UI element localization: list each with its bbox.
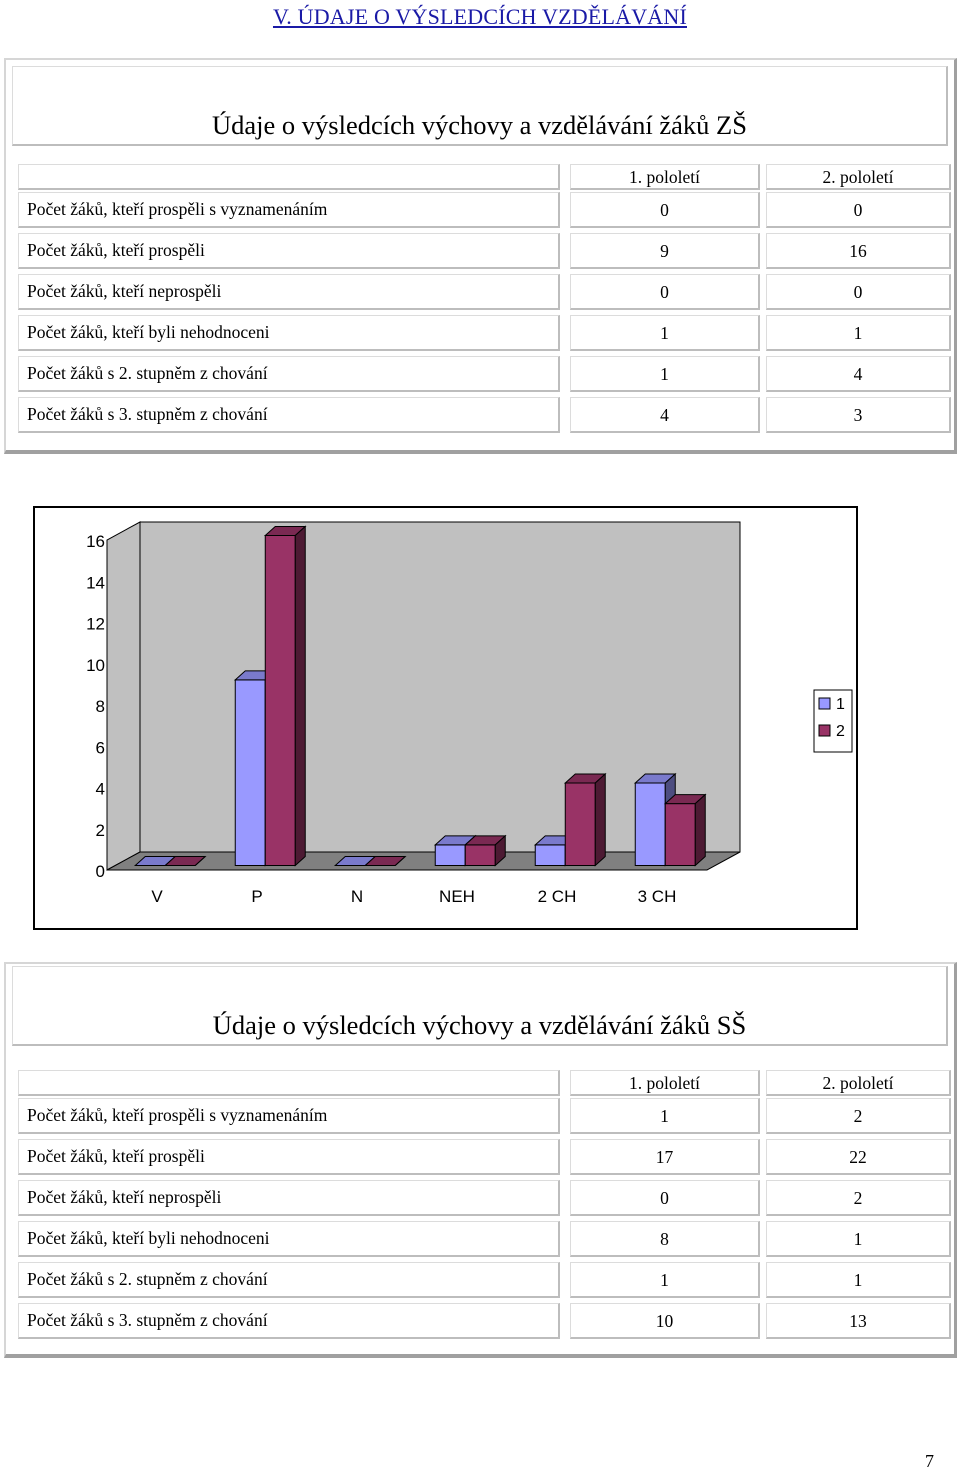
row-value-semester-1: 0 bbox=[570, 1180, 760, 1216]
y-tick-label: 2 bbox=[95, 820, 105, 840]
row-value-semester-2: 1 bbox=[766, 1221, 951, 1257]
row-value-semester-2: 1 bbox=[766, 315, 951, 351]
row-label: Počet žáků s 2. stupněm z chování bbox=[18, 1262, 560, 1298]
row-value-semester-1: 0 bbox=[570, 274, 760, 310]
row-value-semester-1: 4 bbox=[570, 397, 760, 433]
table-row bbox=[6, 356, 954, 396]
y-tick-label: 4 bbox=[95, 779, 105, 799]
table-row bbox=[6, 1139, 954, 1179]
row-label: Počet žáků, kteří byli nehodnoceni bbox=[18, 315, 560, 351]
bar-front bbox=[565, 783, 595, 866]
row-label: Počet žáků, kteří neprospěli bbox=[18, 1180, 560, 1216]
header-semester-2: 2. pololetí bbox=[766, 164, 951, 190]
x-category-label: N bbox=[350, 887, 364, 906]
row-label: Počet žáků, kteří prospěli bbox=[18, 233, 560, 269]
results-table-ss bbox=[4, 962, 957, 1358]
table-title: Údaje o výsledcích výchovy a vzdělávání žáků SŠ bbox=[12, 966, 948, 1046]
bar-front bbox=[435, 845, 465, 866]
row-value-semester-2: 2 bbox=[766, 1180, 951, 1216]
row-value-semester-1: 1 bbox=[570, 356, 760, 392]
row-label: Počet žáků, kteří neprospěli bbox=[18, 274, 560, 310]
row-value-semester-1: 17 bbox=[570, 1139, 760, 1175]
results-bar-chart bbox=[33, 506, 858, 930]
table-row bbox=[6, 1262, 954, 1302]
bar-side bbox=[295, 527, 305, 866]
bar-front bbox=[665, 804, 695, 866]
legend-label: 1 bbox=[836, 696, 845, 713]
row-value-semester-1: 1 bbox=[570, 1262, 760, 1298]
row-value-semester-1: 9 bbox=[570, 233, 760, 269]
header-label-cell bbox=[18, 1070, 560, 1096]
table-row bbox=[6, 274, 954, 314]
row-label: Počet žáků s 3. stupněm z chování bbox=[18, 397, 560, 433]
row-value-semester-1: 1 bbox=[570, 1098, 760, 1134]
row-value-semester-1: 1 bbox=[570, 315, 760, 351]
bar-front bbox=[635, 783, 665, 866]
row-value-semester-2: 13 bbox=[766, 1303, 951, 1339]
bar-front bbox=[265, 536, 295, 866]
y-tick-label: 10 bbox=[86, 655, 105, 675]
row-value-semester-2: 16 bbox=[766, 233, 951, 269]
y-tick-label: 16 bbox=[86, 532, 105, 551]
header-semester-1: 1. pololetí bbox=[570, 1070, 760, 1096]
table-row bbox=[6, 1180, 954, 1220]
y-tick-label: 0 bbox=[95, 862, 105, 881]
x-category-label: 2 CH bbox=[537, 887, 577, 906]
row-value-semester-1: 10 bbox=[570, 1303, 760, 1339]
legend-swatch bbox=[819, 725, 830, 736]
page-number: 7 bbox=[925, 1451, 934, 1471]
y-tick-label: 8 bbox=[95, 697, 105, 716]
row-label: Počet žáků, kteří prospěli s vyznamenáním bbox=[18, 1098, 560, 1134]
row-value-semester-2: 3 bbox=[766, 397, 951, 433]
y-tick-label: 14 bbox=[86, 573, 105, 593]
row-label: Počet žáků, kteří prospěli s vyznamenáním bbox=[18, 192, 560, 228]
bar-series-2-2-CH bbox=[565, 774, 605, 866]
section-heading: V. ÚDAJE O VÝSLEDCÍCH VZDĚLÁVÁNÍ bbox=[272, 4, 687, 29]
chart-side-wall bbox=[107, 522, 140, 870]
table-row bbox=[6, 1221, 954, 1261]
x-category-label: P bbox=[251, 887, 263, 906]
header-semester-2: 2. pololetí bbox=[766, 1070, 951, 1096]
row-label: Počet žáků, kteří byli nehodnoceni bbox=[18, 1221, 560, 1257]
bar-side bbox=[695, 795, 705, 866]
table-row bbox=[6, 315, 954, 355]
table-row bbox=[6, 397, 954, 437]
table-title: Údaje o výsledcích výchovy a vzdělávání žáků ZŠ bbox=[12, 66, 948, 146]
row-value-semester-2: 22 bbox=[766, 1139, 951, 1175]
chart-canvas bbox=[35, 508, 856, 928]
row-value-semester-2: 4 bbox=[766, 356, 951, 392]
header-semester-1: 1. pololetí bbox=[570, 164, 760, 190]
table-row bbox=[6, 192, 954, 232]
row-value-semester-1: 8 bbox=[570, 1221, 760, 1257]
bar-series-2-P bbox=[265, 527, 305, 866]
row-value-semester-2: 0 bbox=[766, 192, 951, 228]
y-tick-label: 12 bbox=[86, 614, 105, 634]
bar-side bbox=[595, 774, 605, 866]
header-label-cell bbox=[18, 164, 560, 190]
row-value-semester-1: 0 bbox=[570, 192, 760, 228]
bar-series-2-3-CH bbox=[665, 795, 705, 866]
row-value-semester-2: 0 bbox=[766, 274, 951, 310]
legend-label: 2 bbox=[836, 723, 845, 740]
table-row bbox=[6, 1098, 954, 1138]
bar-front bbox=[535, 845, 565, 866]
bar-front bbox=[465, 845, 495, 866]
legend-swatch bbox=[819, 698, 830, 709]
x-category-label: V bbox=[151, 887, 163, 906]
table-row bbox=[6, 1303, 954, 1343]
row-label: Počet žáků s 2. stupněm z chování bbox=[18, 356, 560, 392]
y-tick-label: 6 bbox=[95, 738, 105, 758]
row-label: Počet žáků, kteří prospěli bbox=[18, 1139, 560, 1175]
bar-front bbox=[235, 680, 265, 866]
x-category-label: NEH bbox=[439, 887, 475, 906]
row-label: Počet žáků s 3. stupněm z chování bbox=[18, 1303, 560, 1339]
row-value-semester-2: 1 bbox=[766, 1262, 951, 1298]
x-category-label: 3 CH bbox=[637, 887, 677, 906]
table-row bbox=[6, 233, 954, 273]
row-value-semester-2: 2 bbox=[766, 1098, 951, 1134]
bar-series-2-NEH bbox=[465, 836, 505, 866]
results-table-zs bbox=[4, 58, 957, 454]
